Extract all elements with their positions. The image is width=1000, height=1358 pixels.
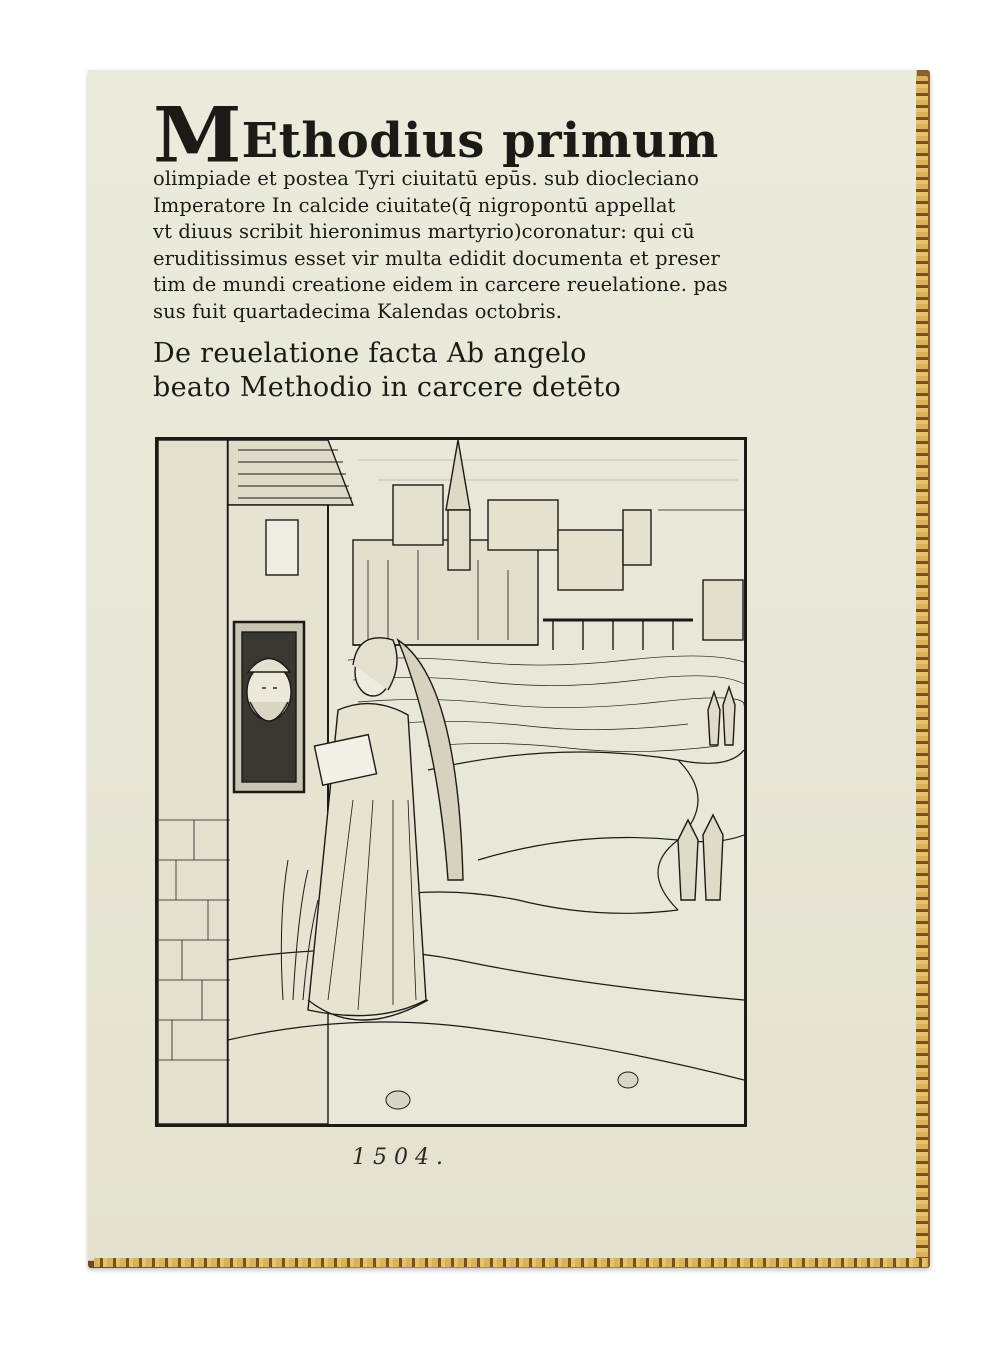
woodcut-drawing — [158, 440, 744, 1124]
pilgrim-figures — [678, 687, 735, 900]
gilt-fore-edge — [916, 76, 928, 1264]
methodius-figure — [247, 659, 291, 722]
gilt-bottom-edge — [94, 1258, 928, 1267]
body-line: sus fuit quartadecima Kalendas octobris. — [153, 299, 563, 323]
body-line: Imperatore In calcide ciuitate(q̄ nigropontū appellat — [153, 193, 676, 217]
decorated-initial: M — [153, 90, 236, 180]
body-line: vt diuus scribit hieronimus martyrio)coronatur: qui cū — [153, 220, 695, 243]
body-line: eruditissimus esset vir multa edidit documenta et preser — [153, 246, 720, 270]
woodcut-illustration — [155, 437, 747, 1127]
text-block — [153, 90, 753, 405]
section-heading: beato Methodio in carcere detēto — [153, 372, 622, 403]
body-line: tim de mundi creatione eidem in carcere reuelatione. pas — [153, 273, 728, 296]
body-line: olimpiade et postea Tyri ciuitatū epūs. sub diocleciano — [153, 167, 700, 190]
title-text: Ethodius primum — [241, 113, 719, 169]
section-heading: De reuelatione facta Ab angelo — [153, 338, 587, 369]
city-view — [353, 440, 744, 650]
handwritten-date: 1504. — [352, 1145, 450, 1170]
angel-figure — [308, 638, 463, 1020]
sky-hatching — [358, 460, 738, 480]
